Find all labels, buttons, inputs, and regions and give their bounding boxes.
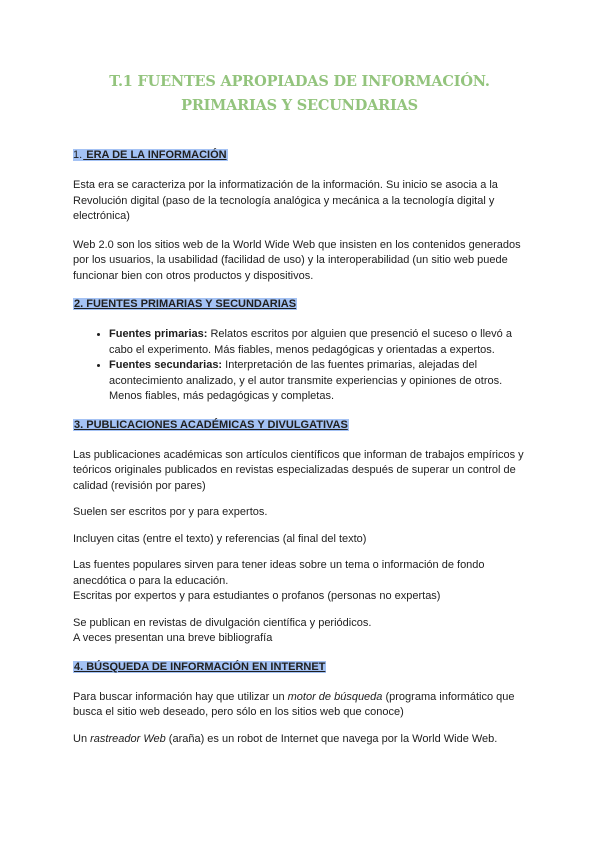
section-number: 1. [73,149,83,161]
paragraph: Suelen ser escritos por y para expertos. [73,506,268,518]
section-heading-4 [73,660,526,675]
text-run: (araña) es un robot de Internet que navega por la World Wide Web. [165,732,498,745]
paragraph: Incluyen citas (entre el texto) y referencias (al final del texto) [73,532,367,545]
text-run: (programa informático que busca el sitio web deseado, pero sólo en los sitios web que conoce) [73,690,515,718]
bullet-list [73,327,526,405]
bullet-text: Relatos escritos por alguien que presenció el suceso o llevó a cabo el experimento. Más fiables, menos pedagógicas y orientadas a expertos. [109,328,512,356]
bullet-term: Fuentes primarias: [109,328,208,340]
section-title: 3. PUBLICACIONES ACADÉMICAS Y DIVULGATIVAS [74,418,348,431]
list-item [109,327,526,358]
paragraph: Web 2.0 son los sitios web de la World Wide Web que insisten en los contenidos generados por los usuarios, la usabilidad (facilidad de uso) y la interoperabilidad (un sitio web puede funcionar bien con otros productos y dispositivos. [73,238,521,282]
section-title: 2. FUENTES PRIMARIAS Y SECUNDARIAS [74,298,297,310]
section-heading-3 [73,418,526,433]
paragraph: Esta era se caracteriza por la informatización de la información. Su inicio se asocia a la Revolución digital (paso de la tecnología analógica y mecánica a la tecnología digital y electrónica) [73,179,498,222]
paragraph: Escritas por expertos y para estudiantes o profanos (personas no expertas) [73,590,441,602]
bullet-text: Interpretación de las fuentes primarias, alejadas del acontecimiento analizado, y el autor transmite experiencias y opiniones de otros. Menos fiables, más pedagógicas y completas. [109,359,503,402]
paragraph: Las publicaciones académicas son artículos científicos que informan de trabajos empíricos y teóricos originales publicados en revistas especializadas después de superar un control de calidad (revisión por pares) [73,448,524,492]
paragraph [73,732,526,748]
section-heading-1 [73,148,526,163]
list-item [109,358,526,405]
text-run: Para buscar información hay que utilizar un [73,690,288,703]
document-title: T.1 FUENTES APROPIADAS DE INFORMACIÓN. PRIMARIAS Y SECUNDARIAS [109,73,490,114]
section-title: 4. BÚSQUEDA DE INFORMACIÓN EN INTERNET [74,660,326,673]
paragraph: A veces presentan una breve bibliografía [73,632,273,644]
text-run: Un [73,732,91,745]
section-title: ERA DE LA INFORMACIÓN [83,149,227,161]
emphasis-text: motor de búsqueda [287,690,383,703]
section-heading-2 [73,297,526,312]
paragraph [73,690,526,721]
paragraph: Se publican en revistas de divulgación científica y periódicos. [73,616,372,629]
emphasis-text: rastreador Web [90,732,166,745]
bullet-term: Fuentes secundarias: [109,359,223,371]
paragraph: Las fuentes populares sirven para tener ideas sobre un tema o información de fondo anecdótica o para la educación. [73,559,485,587]
